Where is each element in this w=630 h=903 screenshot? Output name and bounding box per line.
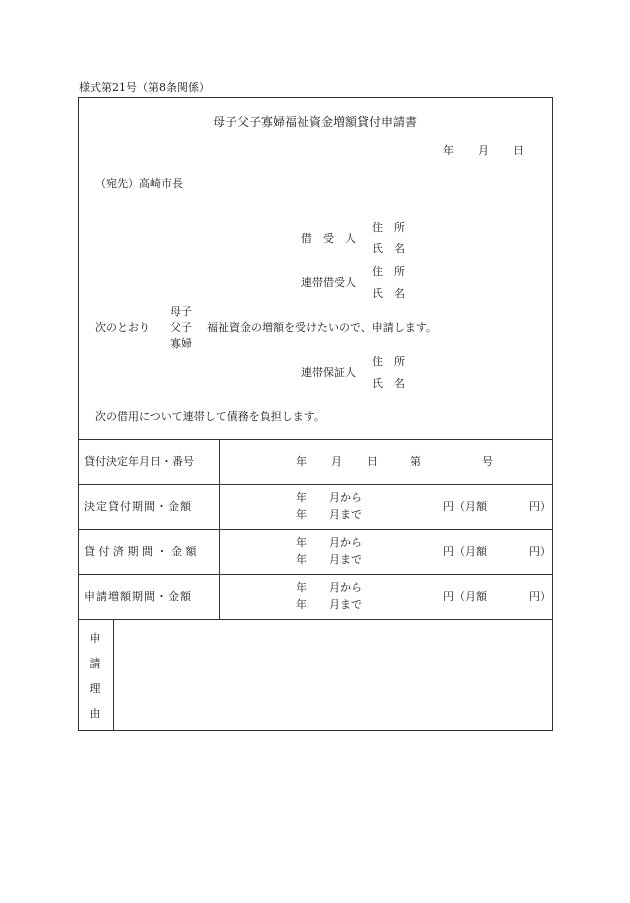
row-label-requested-increase: 申請増額期間・金額 xyxy=(84,590,192,603)
joint-borrower-address-label: 住 所 xyxy=(372,265,405,278)
borrower-address-label: 住 所 xyxy=(372,221,405,234)
joint-borrower-name-label: 氏 名 xyxy=(372,287,405,300)
guarantor-label: 連帯保証人 xyxy=(301,366,356,379)
row4-yen: 円（月額 xyxy=(443,590,487,603)
form-number-label: 様式第21号（第8条関係） xyxy=(79,81,210,94)
row-label-decided-period: 決定貸付期間・金額 xyxy=(84,500,192,513)
date-day-label: 日 xyxy=(513,144,524,157)
row2-from: 年 月から xyxy=(296,491,362,504)
reason-label xyxy=(88,633,102,733)
reason-char: 請 xyxy=(89,657,101,670)
guarantor-address-label: 住 所 xyxy=(372,355,405,368)
row2-yen: 円（月額 xyxy=(443,500,487,513)
statement-suffix: 福祉資金の増額を受けたいので、申請します。 xyxy=(207,321,437,334)
statement-prefix: 次のとおり xyxy=(95,321,150,334)
row1-month: 月 xyxy=(331,455,342,468)
option-fushi: 父子 xyxy=(170,321,192,334)
row3-yen: 円（月額 xyxy=(443,545,487,558)
option-kafu: 寡婦 xyxy=(170,337,192,350)
joint-liability-statement: 次の借用について連帯して債務を負担します。 xyxy=(95,410,325,423)
table-divider xyxy=(78,439,553,440)
reason-char: 申 xyxy=(89,632,101,645)
row1-dai: 第 xyxy=(410,455,421,468)
row2-to: 年 月まで xyxy=(296,508,362,521)
table-divider xyxy=(78,529,553,530)
row3-yen-close: 円） xyxy=(529,545,551,558)
row3-from: 年 月から xyxy=(296,536,362,549)
addressee: （宛先）高崎市長 xyxy=(95,177,183,190)
row4-from: 年 月から xyxy=(296,581,362,594)
row-label-loan-decision: 貸付決定年月日・番号 xyxy=(84,455,194,468)
guarantor-name-label: 氏 名 xyxy=(372,377,405,390)
reason-char: 由 xyxy=(89,707,101,720)
row1-year: 年 xyxy=(296,455,307,468)
row3-to: 年 月まで xyxy=(296,553,362,566)
row4-yen-close: 円） xyxy=(529,590,551,603)
borrower-name-label: 氏 名 xyxy=(372,242,405,255)
date-year-label: 年 xyxy=(443,144,454,157)
date-month-label: 月 xyxy=(478,144,489,157)
option-boshi: 母子 xyxy=(170,305,192,318)
row2-yen-close: 円） xyxy=(529,500,551,513)
row1-go: 号 xyxy=(482,455,493,468)
table-divider xyxy=(78,484,553,485)
row-label-loaned-period: 貸 付 済 期 間 ・ 金 額 xyxy=(84,545,197,558)
table-column-divider xyxy=(219,439,220,620)
row4-to: 年 月まで xyxy=(296,598,362,611)
reason-char: 理 xyxy=(89,682,101,695)
reason-input-area[interactable] xyxy=(114,620,552,730)
form-title: 母子父子寡婦福祉資金増額貸付申請書 xyxy=(212,115,417,129)
table-divider xyxy=(78,574,553,575)
borrower-label: 借 受 人 xyxy=(301,232,356,245)
joint-borrower-label: 連帯借受人 xyxy=(301,276,356,289)
row1-day: 日 xyxy=(367,455,378,468)
